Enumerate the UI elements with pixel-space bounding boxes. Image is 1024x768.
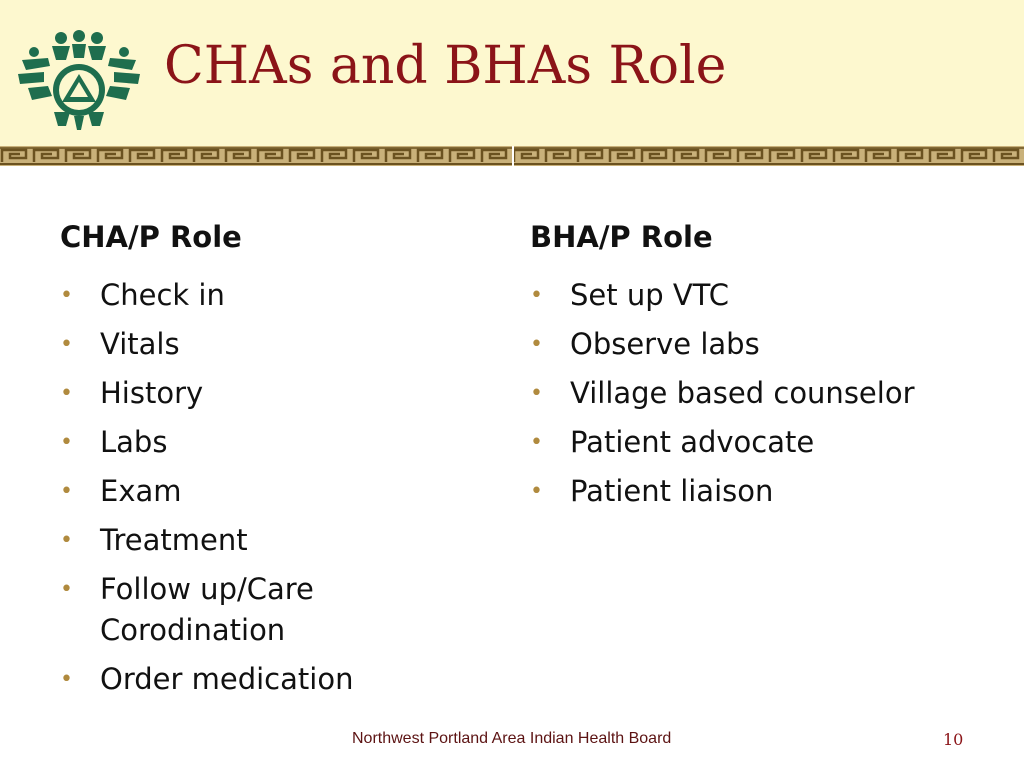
list-item: • Patient liaison [530,471,1000,512]
bha-role-column [530,220,1000,520]
list-item: • Order medication [60,659,480,700]
list-item: • Check in [60,275,480,316]
list-item: • Follow up/Care Corodination [60,569,480,651]
list-item: • Observe labs [530,324,1000,365]
footer-organization: Northwest Portland Area Indian Health Board [352,730,672,747]
bullet-icon: • [60,380,73,406]
page-number: 10 [943,730,964,749]
cha-role-column [60,220,480,708]
bullet-icon: • [60,282,73,308]
decorative-border [0,146,1024,166]
list-item: • Patient advocate [530,422,1000,463]
bullet-icon: • [60,429,73,455]
list-item: • Treatment [60,520,480,561]
bullet-icon: • [530,380,543,406]
bha-role-heading: BHA/P Role [530,220,713,254]
list-item: • Set up VTC [530,275,1000,316]
list-item: • Exam [60,471,480,512]
list-item: • Village based counselor [530,373,1000,414]
bullet-icon: • [60,527,73,553]
bha-role-list [530,275,1000,512]
bullet-icon: • [530,478,543,504]
list-item: • Labs [60,422,480,463]
bullet-icon: • [530,331,543,357]
bullet-icon: • [530,282,543,308]
bullet-icon: • [60,576,73,602]
header-band [0,0,1024,146]
cha-role-heading: CHA/P Role [60,220,242,254]
list-item: • Vitals [60,324,480,365]
cha-role-list [60,275,480,700]
tribal-people-circle-logo-icon [14,30,144,132]
bullet-icon: • [60,331,73,357]
bullet-icon: • [60,478,73,504]
slide-title: CHAs and BHAs Role [164,36,727,96]
bullet-icon: • [60,666,73,692]
list-item: • History [60,373,480,414]
bullet-icon: • [530,429,543,455]
